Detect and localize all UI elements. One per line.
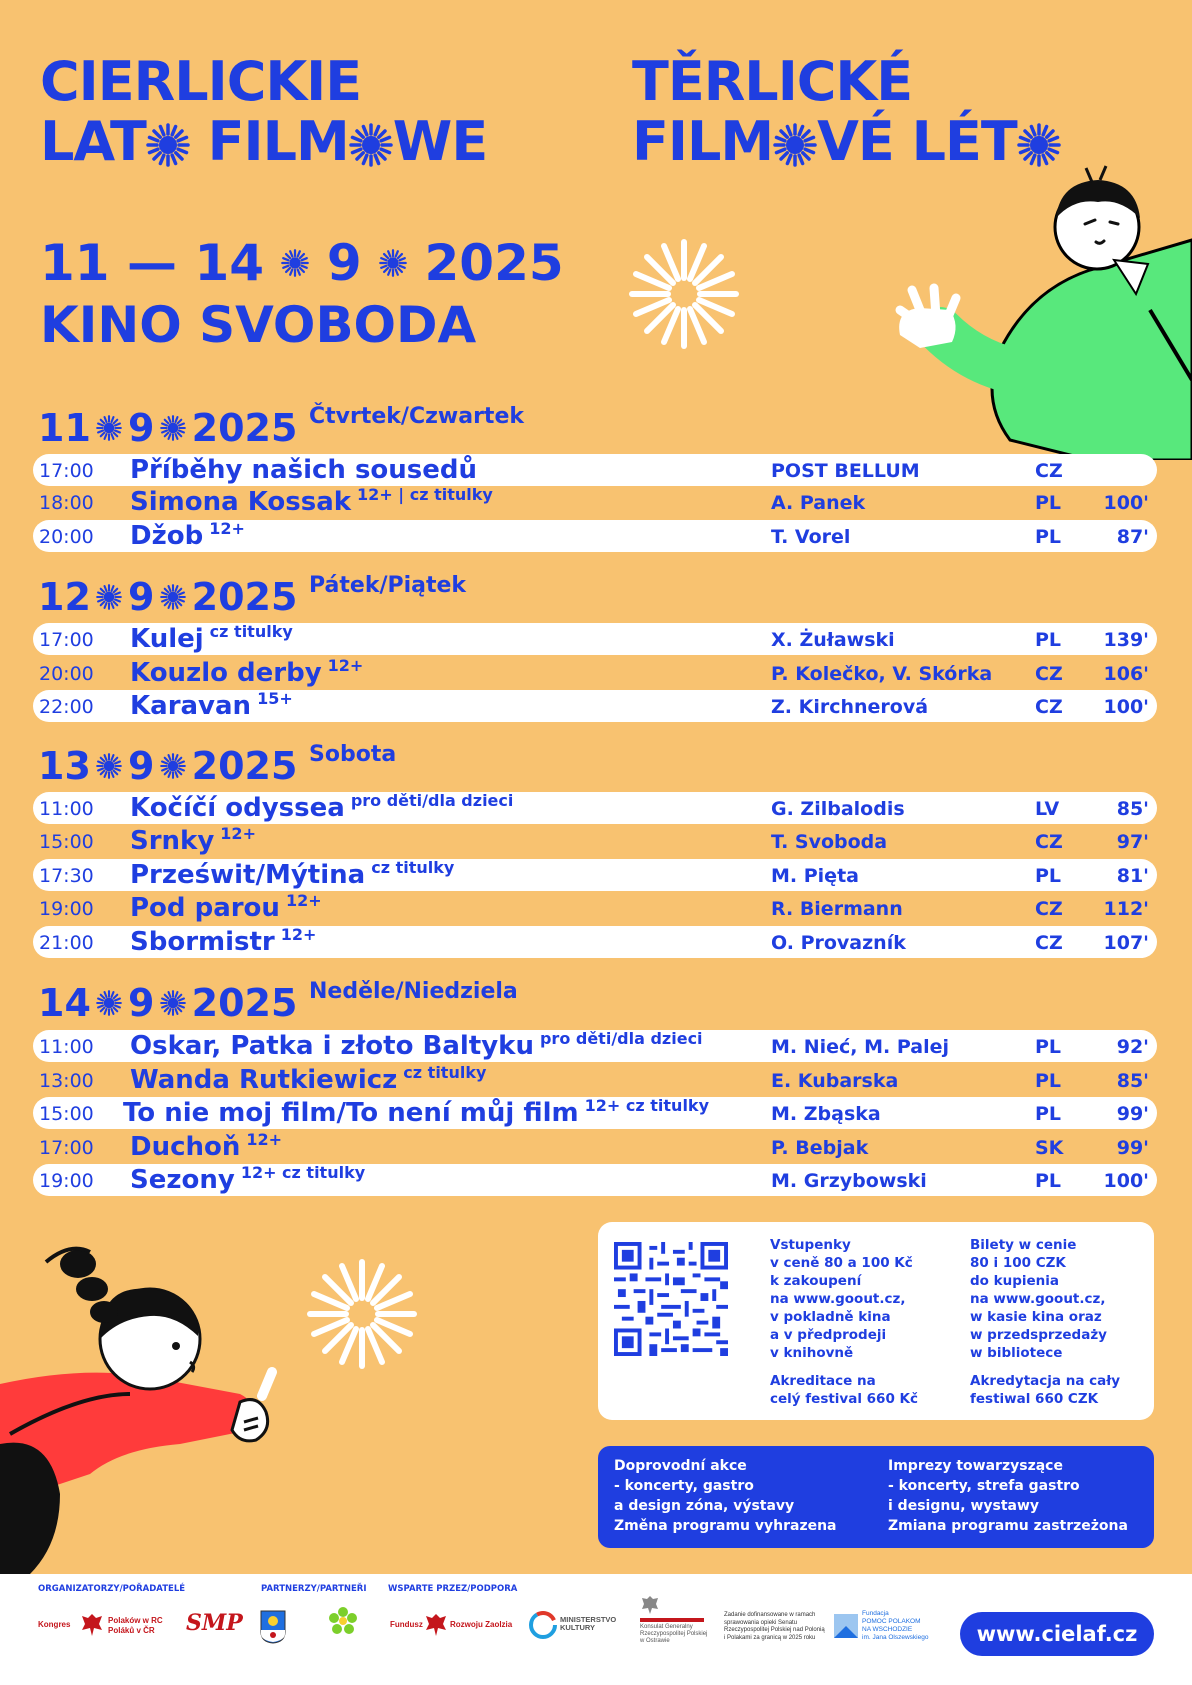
screening-note: 12+ (327, 656, 364, 675)
screening-time: 11:00 (39, 798, 94, 820)
flag-bar (640, 1618, 704, 1622)
municipal-coat-of-arms-icon (260, 1610, 286, 1644)
day-month: 9 (128, 744, 155, 788)
flower-logo-icon (328, 1606, 358, 1636)
screening-title-text: Simona Kossak (130, 487, 352, 517)
day-number: 12 (38, 575, 91, 619)
screening-length: 97' (1116, 831, 1149, 853)
screening-title (130, 1132, 282, 1162)
title-cz-line2-a: FILM (632, 110, 774, 173)
screening-note: cz titulky (371, 858, 455, 877)
screening-time: 20:00 (39, 663, 94, 685)
day-month: 9 (128, 981, 155, 1025)
screening-director: M. Zbąska (771, 1103, 881, 1125)
sun-icon (281, 249, 309, 277)
screening-country: CZ (1035, 831, 1063, 853)
screening-row (33, 657, 1157, 689)
screening-length: 92' (1116, 1036, 1149, 1058)
date-dash: — (127, 233, 178, 292)
tickets-pl: Bilety w cenie 80 i 100 CZK do kupienia na www.goout.cz, w kasie kina oraz w przedsprzedaży w bibliotece (970, 1237, 1107, 1361)
screening-time: 21:00 (39, 932, 94, 954)
screening-title-text: Sezony (130, 1165, 235, 1195)
day-number: 14 (38, 981, 91, 1025)
screening-row (33, 926, 1157, 958)
ticket-info-box (598, 1222, 1154, 1420)
screening-length: 100' (1103, 1170, 1149, 1192)
tickets-cz: Vstupenky v ceně 80 a 100 Kč k zakoupení na www.goout.cz, v pokladně kina a v předprodeji v knihovně (770, 1237, 913, 1361)
screening-title-text: Kulej (130, 624, 204, 654)
screening-title-text: Karavan (130, 691, 252, 721)
screening-title (130, 793, 513, 823)
footer-logos (0, 1574, 1192, 1685)
screening-country: PL (1035, 1170, 1062, 1192)
screening-director: R. Biermann (771, 898, 903, 920)
screening-country: CZ (1035, 932, 1063, 954)
screening-time: 17:00 (39, 460, 94, 482)
day-header (38, 573, 467, 619)
screening-row (33, 825, 1157, 857)
date-month: 9 (326, 233, 362, 292)
screening-country: LV (1035, 798, 1060, 820)
pointing-character-illustration (0, 1244, 300, 1574)
screening-row (33, 792, 1157, 824)
sun-icon (96, 753, 122, 779)
website-link[interactable]: www.cielaf.cz (960, 1612, 1154, 1656)
events-cz: Doprovodní akce - koncerty, gastro a design zóna, výstavy Změna programu vyhrazena (614, 1458, 837, 1534)
title-polish (40, 52, 487, 172)
screening-title-text: Pod parou (130, 893, 280, 923)
screening-time: 19:00 (39, 1170, 94, 1192)
screening-note: 15+ (257, 689, 293, 708)
screening-note: pro děti/dla dzieci (539, 1029, 703, 1048)
screening-row (33, 1164, 1157, 1196)
title-cz-line1: TĚRLICKÉ (632, 50, 913, 113)
sun-icon (96, 990, 122, 1016)
fundusz-logo-text-2: Rozwoju Zaolzia (450, 1620, 513, 1629)
sun-icon (379, 249, 407, 277)
title-pl-line2-c: WE (392, 110, 488, 173)
title-pl-line2-a: LAT (40, 110, 146, 173)
screening-director: M. Nieć, M. Palej (771, 1036, 950, 1058)
screening-title-text: Příběhy našich sousedů (130, 455, 478, 485)
screening-time: 19:00 (39, 898, 94, 920)
screening-row (33, 859, 1157, 891)
kongres-logo-text: Kongres (38, 1620, 71, 1629)
title-pl-line2-b: FILM (207, 110, 349, 173)
screening-title (130, 860, 454, 890)
screening-title-text: To nie moj film/To není můj film (123, 1098, 579, 1128)
screening-row (33, 1097, 1157, 1129)
screening-row (33, 1064, 1157, 1096)
screening-country: PL (1035, 1103, 1062, 1125)
sun-icon (160, 584, 186, 610)
screening-length: 112' (1103, 898, 1149, 920)
screening-note: 12+ (220, 824, 256, 843)
screening-country: CZ (1035, 898, 1063, 920)
screening-director: O. Provazník (771, 932, 906, 954)
screening-title (130, 1065, 486, 1095)
screening-row (33, 892, 1157, 924)
screening-title-text: Srnky (130, 826, 215, 856)
title-pl-line2 (40, 112, 487, 172)
day-year: 2025 (191, 575, 298, 619)
foundation-logo-icon (834, 1614, 858, 1638)
title-cz-line2-b: VÉ LÉT (817, 110, 1017, 173)
screening-length: 85' (1116, 1070, 1149, 1092)
screening-note: cz titulky (403, 1063, 487, 1082)
screening-row (33, 1030, 1157, 1062)
screening-length: 100' (1103, 696, 1149, 718)
day-name: Čtvrtek/Czwartek (309, 404, 524, 429)
day-name: Sobota (309, 742, 397, 767)
screening-director: P. Kolečko, V. Skórka (771, 663, 993, 685)
screening-note: pro děti/dla dzieci (350, 791, 514, 810)
screening-time: 17:00 (39, 1137, 94, 1159)
screening-country: PL (1035, 526, 1062, 548)
waving-character-illustration (860, 160, 1192, 460)
screening-country: PL (1035, 492, 1062, 514)
day-month: 9 (128, 406, 155, 450)
qr-code-icon[interactable] (614, 1242, 728, 1356)
screening-time: 13:00 (39, 1070, 94, 1092)
screening-time: 17:00 (39, 629, 94, 651)
screening-note: 12+ (285, 891, 322, 910)
screening-time: 17:30 (39, 865, 94, 887)
screening-row (33, 1131, 1157, 1163)
foundation-text: Fundacja POMOC POLAKOM NA WSCHODZIE im. Jana Olszewskiego (862, 1610, 929, 1641)
screening-title (130, 691, 293, 721)
screening-director: POST BELLUM (771, 460, 920, 482)
sun-icon (96, 584, 122, 610)
day-name: Neděle/Niedziela (309, 979, 518, 1004)
screening-length: 87' (1116, 526, 1149, 548)
screening-title-text: Džob (130, 521, 204, 551)
screening-length: 100' (1103, 492, 1149, 514)
screening-time: 11:00 (39, 1036, 94, 1058)
day-header (38, 404, 524, 450)
sun-icon (349, 123, 393, 167)
screening-country: PL (1035, 629, 1062, 651)
screening-director: M. Grzybowski (771, 1170, 927, 1192)
polish-eagle-icon (424, 1612, 448, 1638)
screening-title (130, 521, 245, 551)
kongres-logo-text-2: Polaków w RC (108, 1616, 163, 1625)
screening-director: Z. Kirchnerová (771, 696, 929, 718)
accreditation-cz: Akreditace na celý festival 660 Kč (770, 1373, 919, 1407)
screening-title-text: Duchoň (130, 1132, 241, 1162)
screening-title (130, 624, 293, 654)
screening-title-text: Wanda Rutkiewicz (130, 1065, 398, 1095)
screening-length: 139' (1103, 629, 1149, 651)
sun-icon (773, 123, 817, 167)
support-label: WSPARTE PRZEZ/PODPORA (388, 1584, 518, 1594)
screening-title (130, 927, 316, 957)
white-sun-icon (626, 236, 742, 352)
screening-note: 12+ (280, 925, 317, 944)
day-number: 11 (38, 406, 91, 450)
title-pl-line1: CIERLICKIE (40, 50, 362, 113)
screening-length: 106' (1103, 663, 1149, 685)
screening-length: 85' (1116, 798, 1149, 820)
festival-dates (40, 228, 564, 356)
screening-length: 81' (1116, 865, 1149, 887)
screening-title-text: Kočíčí odyssea (130, 793, 345, 823)
day-month: 9 (128, 575, 155, 619)
screening-title (130, 826, 256, 856)
screening-time: 15:00 (39, 831, 94, 853)
title-czech (632, 52, 1061, 172)
screening-country: PL (1035, 1036, 1062, 1058)
sun-icon (160, 753, 186, 779)
screening-title (130, 1165, 365, 1195)
ministry-text: MINISTERSTVO KULTURY (560, 1615, 617, 1632)
consulate-text: Konsulat Generalny Rzeczypospolitej Polskiej w Ostrawie (640, 1624, 708, 1644)
ministry-culture-icon (528, 1610, 558, 1640)
screening-director: M. Pięta (771, 865, 859, 887)
date-start: 11 (40, 233, 110, 292)
screening-note: cz titulky (209, 622, 293, 641)
sun-icon (160, 415, 186, 441)
screening-country: CZ (1035, 663, 1063, 685)
date-year: 2025 (424, 233, 564, 292)
screening-row (33, 623, 1157, 655)
venue: KINO SVOBODA (40, 295, 477, 354)
screening-time: 22:00 (39, 696, 94, 718)
screening-note: 12+ (209, 519, 245, 538)
day-year: 2025 (191, 406, 298, 450)
partners-label: PARTNERZY/PARTNEŘI (261, 1584, 367, 1594)
screening-note: 12+ | cz titulky (357, 485, 493, 504)
day-year: 2025 (191, 981, 298, 1025)
screening-director: G. Zilbalodis (771, 798, 905, 820)
screening-title-text: Kouzlo derby (130, 658, 322, 688)
screening-row (33, 454, 1157, 486)
day-name: Pátek/Piątek (309, 573, 467, 598)
screening-director: X. Żuławski (771, 629, 895, 651)
screening-row (33, 690, 1157, 722)
sun-icon (146, 123, 190, 167)
screening-note: 12+ (246, 1130, 283, 1149)
screening-note: 12+ cz titulky (240, 1163, 366, 1182)
day-header (38, 742, 397, 788)
screening-title (130, 1031, 703, 1061)
screening-length: 99' (1116, 1103, 1149, 1125)
accreditation-pl: Akredytacja na cały festiwal 660 CZK (970, 1373, 1121, 1407)
organizers-label: ORGANIZATORZY/POŘADATELÉ (38, 1584, 186, 1594)
senate-note: Zadanie dofinansowane w ramach sprawowania opieki Senatu Rzeczypospolitej Polskiej nad Polonią i Polakami za granicą w 2025 roku (724, 1612, 825, 1641)
screening-title-text: Sbormistr (130, 927, 275, 957)
screening-country: PL (1035, 1070, 1062, 1092)
day-number: 13 (38, 744, 91, 788)
screening-time: 20:00 (39, 526, 94, 548)
screening-director: P. Bebjak (771, 1137, 869, 1159)
day-header (38, 979, 518, 1025)
events-pl: Imprezy towarzyszące - koncerty, strefa gastro i designu, wystawy Zmiana programu zastrzeżona (888, 1458, 1128, 1534)
day-year: 2025 (191, 744, 298, 788)
screening-director: T. Vorel (771, 526, 851, 548)
screening-note: 12+ cz titulky (584, 1096, 709, 1115)
white-sun-icon (304, 1256, 420, 1372)
screening-director: T. Svoboda (771, 831, 888, 853)
screening-country: SK (1035, 1137, 1064, 1159)
kongres-logo-text-3: Poláků v ČR (108, 1626, 155, 1635)
screening-title (130, 455, 477, 485)
screening-title (130, 487, 493, 517)
screening-time: 18:00 (39, 492, 94, 514)
screening-country: PL (1035, 865, 1062, 887)
screening-title (130, 893, 322, 923)
screening-row (33, 520, 1157, 552)
date-end: 14 (194, 233, 265, 292)
events-box (598, 1446, 1154, 1548)
screening-row (33, 486, 1157, 518)
screening-country: CZ (1035, 460, 1063, 482)
screening-director: E. Kubarska (771, 1070, 899, 1092)
polish-emblem-icon (640, 1594, 660, 1616)
screening-title (130, 658, 363, 688)
polish-eagle-icon (80, 1612, 104, 1638)
screening-title-text: Prześwit/Mýtina (130, 860, 366, 890)
smp-logo: SMP (186, 1610, 243, 1636)
screening-country: CZ (1035, 696, 1063, 718)
fundusz-logo-text: Fundusz (390, 1620, 423, 1629)
screening-title (123, 1098, 709, 1128)
screening-title-text: Oskar, Patka i złoto Baltyku (130, 1031, 534, 1061)
sun-icon (160, 990, 186, 1016)
screening-length: 99' (1116, 1137, 1149, 1159)
sun-icon (96, 415, 122, 441)
screening-director: A. Panek (771, 492, 866, 514)
screening-length: 107' (1103, 932, 1149, 954)
screening-time: 15:00 (39, 1103, 94, 1125)
